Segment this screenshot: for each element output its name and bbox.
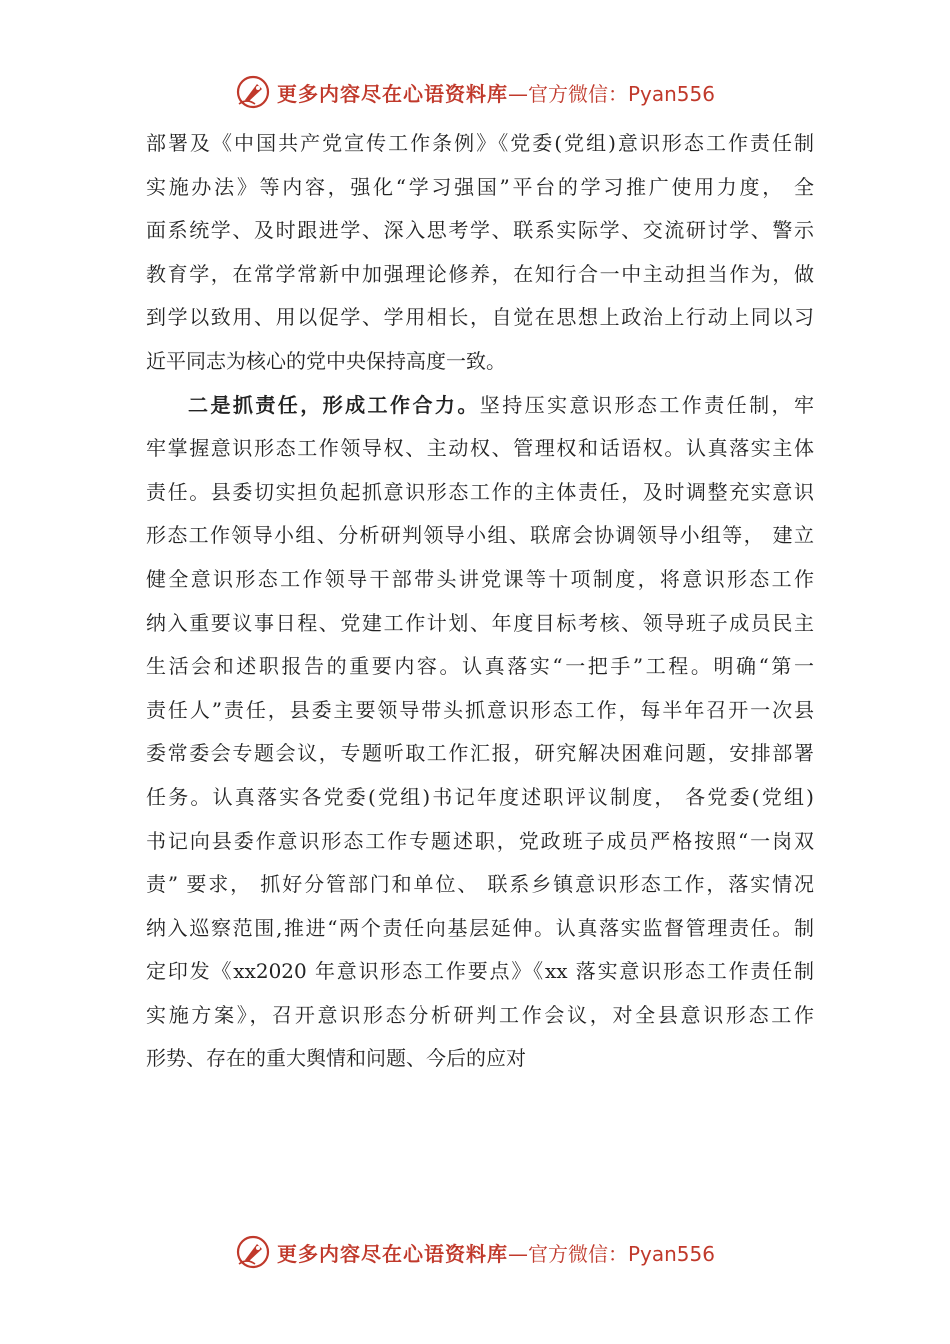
text-line: 到学以致用、用以促学、学用相长，自觉在思想上政治上行动上同以习 (146, 305, 814, 330)
footer-banner-wechat: —官方微信：Pyan556 (507, 1241, 715, 1266)
header-banner-title: 更多内容尽在心语资料库 (276, 81, 508, 106)
text-line: 部署及《中国共产党宣传工作条例》《党委(党组)意识形态工作责任制 (146, 131, 814, 155)
text-line: 责任。县委切实担负起抓意识形态工作的主体责任，及时调整充实意识 (146, 479, 814, 504)
text-line: 近平同志为核心的党中央保持高度一致。 (146, 348, 506, 373)
text-line: 实施方案》，召开意识形态分析研判工作会议，对全县意识形态工作 (146, 1002, 814, 1027)
text-line: 健全意识形态工作领导干部带头讲党课等十项制度，将意识形态工作 (146, 566, 814, 591)
text-line: 责任人”责任，县委主要领导带头抓意识形态工作，每半年召开一次县 (146, 697, 814, 722)
text-line: 牢掌握意识形态工作领导权、主动权、管理权和话语权。认真落实主体 (146, 436, 814, 461)
footer-banner (0, 1232, 950, 1272)
text-line: 责” 要求， 抓好分管部门和单位、 联系乡镇意识形态工作，落实情况 (146, 872, 814, 897)
paragraph-heading: 二是抓责任，形成工作合力。 (188, 392, 480, 417)
header-banner-text (277, 78, 715, 107)
text-line: 委常委会专题会议，专题听取工作汇报，研究解决困难问题，安排部署 (146, 741, 814, 766)
text-line: 形态工作领导小组、分析研判领导小组、联席会协调领导小组等， 建立 (146, 523, 814, 548)
document-body (146, 122, 814, 1081)
text-line: 生活会和述职报告的重要内容。认真落实“一把手”工程。明确“第一 (146, 654, 814, 679)
text-line: 纳入重要议事日程、党建工作计划、年度目标考核、领导班子成员民主 (146, 610, 814, 635)
text-span: 坚持压实意识形态工作责任制，牢 (479, 392, 814, 417)
paragraph-heading-line (146, 384, 814, 428)
text-line: 书记向县委作意识形态工作专题述职，党政班子成员严格按照“一岗双 (146, 828, 814, 853)
pen-nib-logo-icon (235, 1234, 271, 1270)
text-line: 实施办法》等内容，强化“学习强国”平台的学习推广使用力度， 全 (146, 174, 814, 199)
text-line: 定印发《xx2020 年意识形态工作要点》《xx 落实意识形态工作责任制 (146, 959, 814, 984)
text-line: 任务。认真落实各党委(党组)书记年度述职评议制度， 各党委(党组) (146, 784, 814, 809)
header-banner (0, 72, 950, 112)
text-line: 纳入巡察范围,推进“两个责任向基层延伸。认真落实监督管理责任。制 (146, 915, 814, 940)
footer-banner-title: 更多内容尽在心语资料库 (276, 1241, 508, 1266)
header-banner-wechat: —官方微信：Pyan556 (507, 81, 715, 106)
footer-banner-text (277, 1238, 715, 1267)
text-line: 形势、存在的重大舆情和问题、今后的应对 (146, 1046, 526, 1071)
text-line: 面系统学、及时跟进学、深入思考学、联系实际学、交流研讨学、警示 (146, 218, 814, 243)
text-line: 教育学，在常学常新中加强理论修养，在知行合一中主动担当作为，做 (146, 261, 814, 286)
pen-nib-logo-icon (235, 74, 271, 110)
